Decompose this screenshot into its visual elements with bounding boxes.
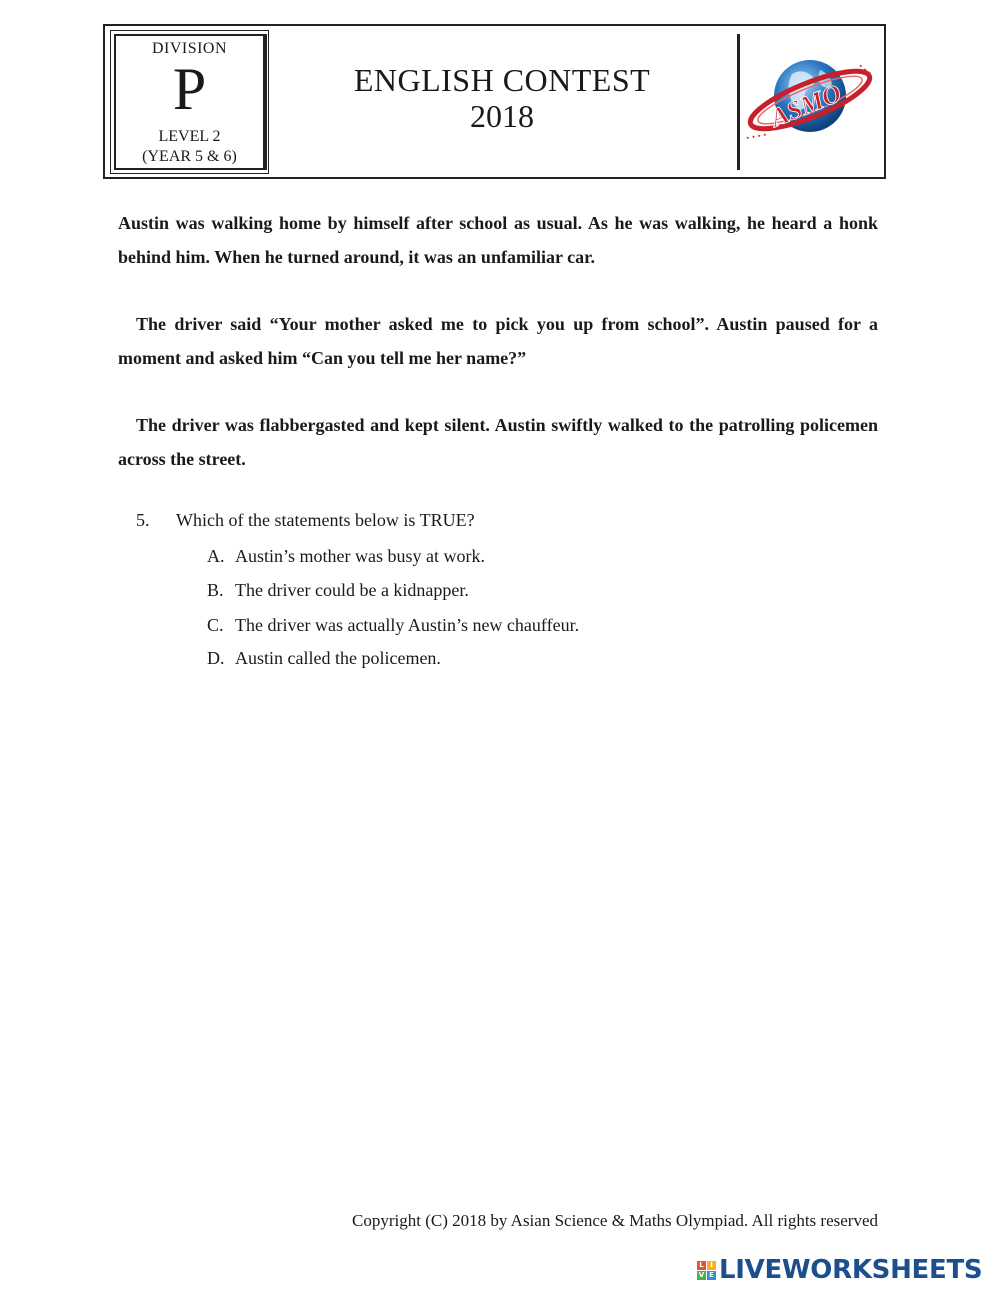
block-v: V — [698, 1270, 705, 1279]
question-number: 5. — [136, 510, 150, 530]
liveworksheets-wordmark: LIVEWORKSHEETS — [719, 1255, 983, 1285]
year-label: (YEAR 5 & 6) — [142, 148, 237, 165]
option-b[interactable] — [207, 580, 469, 601]
copyright-notice: Copyright (C) 2018 by Asian Science & Maths Olympiad. All rights reserved — [352, 1211, 878, 1230]
svg-text:✦ ✦ ✦: ✦ ✦ ✦ — [856, 62, 873, 78]
option-text: Austin’s mother was busy at work. — [235, 546, 485, 566]
block-l: L — [697, 1261, 706, 1270]
division-letter: P — [172, 56, 207, 122]
passage-paragraph-1: Austin was walking home by himself after school as usual. As he was walking, he heard a honk behind him. When he turned around, it was an unfamiliar car. — [118, 213, 878, 267]
option-c[interactable] — [207, 615, 579, 636]
block-e: E — [707, 1271, 716, 1280]
option-text: The driver was actually Austin’s new chauffeur. — [235, 615, 580, 635]
option-letter: B. — [207, 580, 224, 600]
option-letter: A. — [207, 546, 225, 566]
title-line-2: 2018 — [470, 98, 534, 134]
level-label: LEVEL 2 — [158, 128, 221, 145]
option-text: The driver could be a kidnapper. — [235, 580, 469, 600]
contest-title — [265, 34, 739, 170]
svg-text:ASMO: ASMO — [766, 78, 846, 133]
liveworksheets-watermark[interactable] — [697, 1255, 982, 1285]
passage-paragraph-2: The driver said “Your mother asked me to pick you up from school”. Austin paused for a moment and asked him “Can you tell me her name?” — [118, 314, 878, 368]
division-label: DIVISION — [151, 40, 228, 57]
asmo-logo — [739, 34, 881, 170]
option-a[interactable] — [207, 546, 485, 567]
block-i: I — [707, 1261, 716, 1270]
question-text: Which of the statements below is TRUE? — [176, 510, 475, 530]
passage-paragraph-3: The driver was flabbergasted and kept silent. Austin swiftly walked to the patrolling policemen across the street. — [118, 415, 878, 469]
svg-text:✦ ✦ ✦ ✦: ✦ ✦ ✦ ✦ — [745, 132, 768, 142]
division-box — [114, 34, 265, 170]
contest-header — [103, 24, 886, 179]
option-letter: C. — [207, 615, 224, 635]
liveworksheets-blocks-icon — [697, 1261, 716, 1280]
asmo-globe-icon — [740, 48, 880, 152]
option-text: Austin called the policemen. — [235, 648, 441, 668]
title-line-1: ENGLISH CONTEST — [353, 62, 651, 98]
option-d[interactable] — [207, 648, 441, 669]
option-letter: D. — [207, 648, 225, 668]
